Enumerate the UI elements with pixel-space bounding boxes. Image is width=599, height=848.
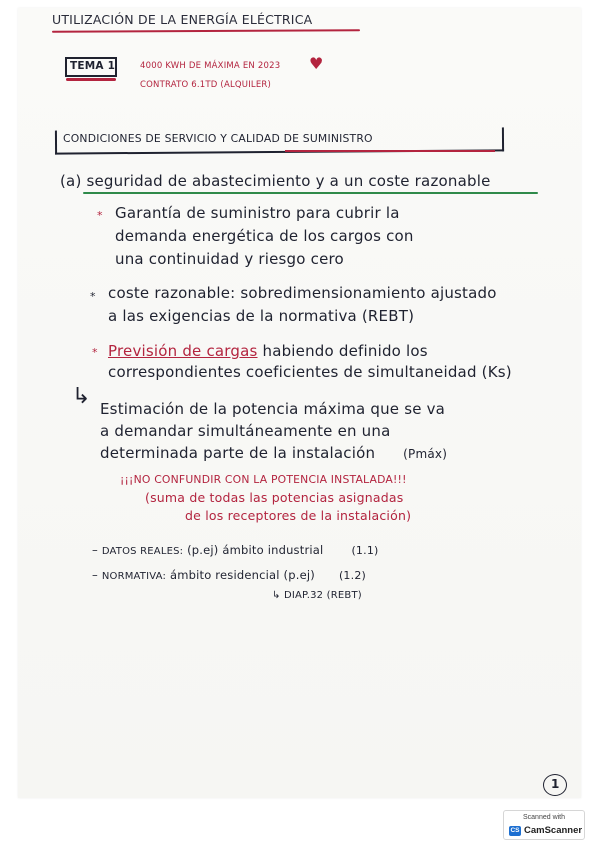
- item-1-line-3: una continuidad y riesgo cero: [115, 250, 344, 268]
- warning-line-2: (suma de todas las potencias asignadas: [145, 490, 404, 505]
- estimacion-line-3: [100, 442, 447, 465]
- camscanner-badge: [503, 810, 585, 840]
- item-3-line-1: [108, 340, 428, 362]
- datos-reales-ref: (1.1): [351, 544, 379, 557]
- diap-reference: [272, 590, 362, 601]
- section-header-underline: [285, 150, 495, 152]
- section-a-underline: [83, 192, 538, 194]
- heart-icon: ♥: [309, 54, 324, 73]
- item-1-line-1: Garantía de suministro para cubrir la: [115, 204, 400, 222]
- datos-reales-label: DATOS REALES:: [101, 546, 184, 557]
- tema-underline: [66, 78, 116, 81]
- warning-line-1: ¡¡¡NO CONFUNDIR CON LA POTENCIA INSTALADA!!!: [120, 473, 407, 486]
- camscanner-name: CamScanner: [524, 825, 583, 836]
- item-3-lead: Previsión de cargas: [108, 342, 258, 360]
- section-header: CONDICIONES DE SERVICIO Y CALIDAD DE SUMINISTRO: [63, 132, 373, 145]
- warning-line-3: de los receptores de la instalación): [185, 508, 412, 523]
- page-number: 1: [551, 777, 560, 791]
- curved-arrow-icon: ↳: [72, 384, 91, 409]
- dash: –: [92, 543, 98, 557]
- bullet-icon: *: [97, 209, 103, 222]
- section-a-heading: (a) seguridad de abastecimiento y a un coste razonable: [60, 172, 491, 190]
- estimacion-line-3-text: determinada parte de la instalación: [100, 444, 376, 462]
- camscanner-logo-icon: CS: [510, 827, 520, 834]
- pmax-label: (Pmáx): [403, 447, 448, 461]
- dash: –: [92, 568, 98, 582]
- page-title: UTILIZACIÓN DE LA ENERGÍA ELÉCTRICA: [52, 12, 313, 27]
- normativa-line: [92, 568, 366, 582]
- curved-arrow-icon: ↳: [272, 590, 284, 601]
- camscanner-caption: Scanned with: [522, 814, 566, 821]
- estimacion-line-2: a demandar simultáneamente en una: [100, 422, 391, 440]
- diap-text: DIAP.32 (REBT): [283, 590, 362, 601]
- bullet-icon: *: [90, 290, 96, 303]
- item-2-line-1: coste razonable: sobredimensionamiento ajustado: [108, 284, 497, 302]
- bullet-icon: *: [92, 346, 98, 359]
- datos-reales-line: [92, 543, 379, 557]
- tema-note-contract: CONTRATO 6.1TD (ALQUILER): [140, 80, 272, 90]
- item-2-line-2: a las exigencias de la normativa (REBT): [108, 307, 415, 325]
- normativa-ref: (1.2): [338, 569, 367, 582]
- tema-note-consumption: 4000 KWH DE MÁXIMA EN 2023: [140, 61, 281, 71]
- estimacion-line-1: Estimación de la potencia máxima que se va: [100, 400, 446, 418]
- normativa-value: ámbito residencial (p.ej): [166, 568, 315, 582]
- tema-label: TEMA 1: [70, 60, 116, 72]
- normativa-label: NORMATIVA:: [101, 571, 167, 582]
- item-3-rest: habiendo definido los: [257, 342, 428, 360]
- item-3-line-2: correspondientes coeficientes de simultaneidad (Ks): [108, 363, 512, 381]
- datos-reales-value: (p.ej) ámbito industrial: [183, 543, 324, 557]
- item-1-line-2: demanda energética de los cargos con: [115, 227, 414, 245]
